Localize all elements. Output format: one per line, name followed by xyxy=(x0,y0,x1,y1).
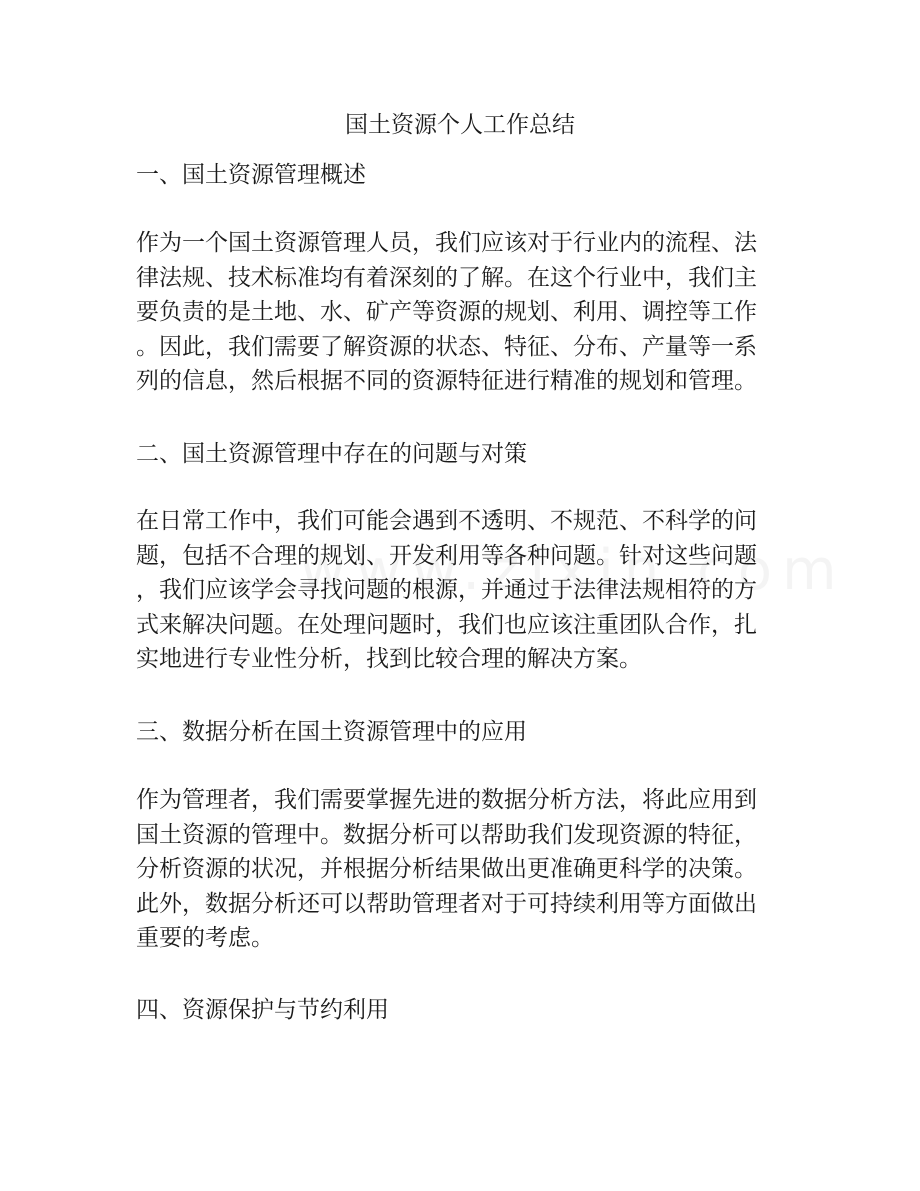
paragraph-line: 题，包括不合理的规划、开发利用等各种问题。针对这些问题 xyxy=(136,542,757,569)
paragraph-line: 国土资源的管理中。数据分析可以帮助我们发现资源的特征， xyxy=(136,821,757,848)
paragraph-line: 律法规、技术标准均有着深刻的了解。在这个行业中，我们主 xyxy=(136,264,757,291)
section-heading-3: 三、数据分析在国土资源管理中的应用 xyxy=(136,719,527,745)
paragraph-line: 式来解决问题。在处理问题时，我们也应该注重团队合作，扎 xyxy=(136,611,757,638)
section-heading-1: 一、国土资源管理概述 xyxy=(136,162,366,188)
paragraph-line: 。因此，我们需要了解资源的状态、特征、分布、产量等一系 xyxy=(136,333,757,360)
paragraph-line: 在日常工作中，我们可能会遇到不透明、不规范、不科学的问 xyxy=(136,508,757,534)
paragraph-line: 作为一个国土资源管理人员，我们应该对于行业内的流程、法 xyxy=(136,230,757,256)
section-heading-2: 二、国土资源管理中存在的问题与对策 xyxy=(136,441,527,467)
paragraph-line: 作为管理者，我们需要掌握先进的数据分析方法，将此应用到 xyxy=(136,787,757,813)
section-paragraph-2 xyxy=(136,504,796,677)
paragraph-line: ，我们应该学会寻找问题的根源，并通过于法律法规相符的方 xyxy=(136,577,757,603)
document-title: 国土资源个人工作总结 xyxy=(345,112,575,138)
paragraph-line: 要负责的是土地、水、矿产等资源的规划、利用、调控等工作 xyxy=(136,299,757,325)
paragraph-line: 实地进行专业性分析，找到比较合理的解决方案。 xyxy=(136,646,642,672)
paragraph-line: 重要的考虑。 xyxy=(136,925,274,951)
paragraph-line: 分析资源的状况，并根据分析结果做出更准确更科学的决策。 xyxy=(136,856,757,882)
section-paragraph-3 xyxy=(136,783,796,956)
section-paragraph-1 xyxy=(136,226,796,399)
paragraph-line: 列的信息，然后根据不同的资源特征进行精准的规划和管理。 xyxy=(136,368,757,394)
section-heading-4: 四、资源保护与节约利用 xyxy=(136,997,389,1023)
paragraph-line: 此外，数据分析还可以帮助管理者对于可持续利用等方面做出 xyxy=(136,890,757,917)
